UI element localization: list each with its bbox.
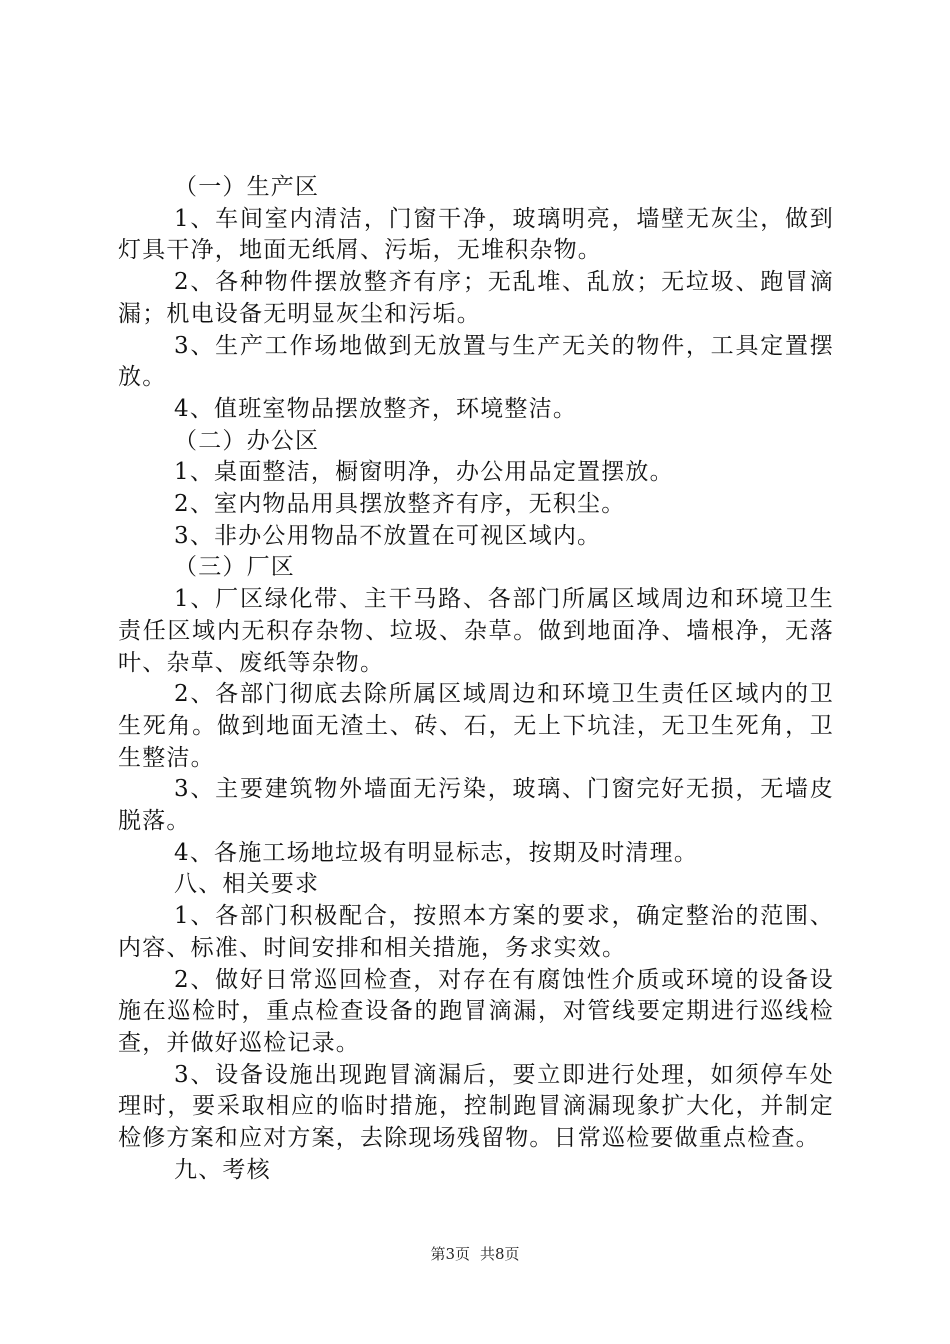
- paragraph: 3、设备设施出现跑冒滴漏后，要立即进行处理，如须停车处理时，要采取相应的临时措施，控制跑冒滴漏现象扩大化，并制定检修方案和应对方案，去除现场残留物。日常巡检要做重点检查。: [118, 1061, 834, 1152]
- paragraph: 1、各部门积极配合，按照本方案的要求，确定整治的范围、内容、标准、时间安排和相关措施，务求实效。: [118, 903, 834, 961]
- paragraph: 2、各部门彻底去除所属区域周边和环境卫生责任区域内的卫生死角。做到地面无渣土、砖、石，无上下坑洼，无卫生死角，卫生整洁。: [118, 681, 834, 771]
- paragraph: 3、非办公用物品不放置在可视区域内。: [174, 522, 602, 549]
- document-body: [118, 172, 834, 1187]
- paragraph: 1、车间室内清洁，门窗干净，玻璃明亮，墙壁无灰尘，做到灯具干净，地面无纸屑、污垢，无堆积杂物。: [118, 205, 834, 264]
- paragraph: 2、各种物件摆放整齐有序；无乱堆、乱放；无垃圾、跑冒滴漏；机电设备无明显灰尘和污垢。: [118, 269, 834, 327]
- paragraph: 2、室内物品用具摆放整齐有序，无积尘。: [174, 491, 626, 518]
- section-heading-requirements: 八、相关要求: [174, 871, 320, 898]
- section-heading-production: （一）生产区: [174, 174, 320, 200]
- page-number: 第3页: [430, 1245, 470, 1263]
- paragraph: 4、各施工场地垃圾有明显标志，按期及时清理。: [174, 839, 699, 866]
- paragraph: 1、厂区绿化带、主干马路、各部门所属区域周边和环境卫生责任区域内无积存杂物、垃圾、杂草。做到地面净、墙根净，无落叶、杂草、废纸等杂物。: [118, 586, 834, 676]
- section-heading-office: （二）办公区: [174, 427, 320, 454]
- section-heading-factory: （三）厂区: [174, 554, 295, 581]
- paragraph: 3、生产工作场地做到无放置与生产无关的物件，工具定置摆放。: [118, 332, 834, 391]
- section-heading-assessment: 九、考核: [174, 1156, 271, 1183]
- page-footer: [0, 1244, 950, 1264]
- paragraph: 3、主要建筑物外墙面无污染，玻璃、门窗完好无损，无墙皮脱落。: [118, 776, 834, 835]
- page-total: 共8页: [480, 1245, 520, 1263]
- paragraph: 1、桌面整洁，橱窗明净，办公用品定置摆放。: [174, 459, 674, 486]
- paragraph: 2、做好日常巡回检查，对存在有腐蚀性介质或环境的设备设施在巡检时，重点检查设备的跑冒滴漏，对管线要定期进行巡线检查，并做好巡检记录。: [118, 966, 834, 1056]
- paragraph: 4、值班室物品摆放整齐，环境整洁。: [174, 395, 578, 422]
